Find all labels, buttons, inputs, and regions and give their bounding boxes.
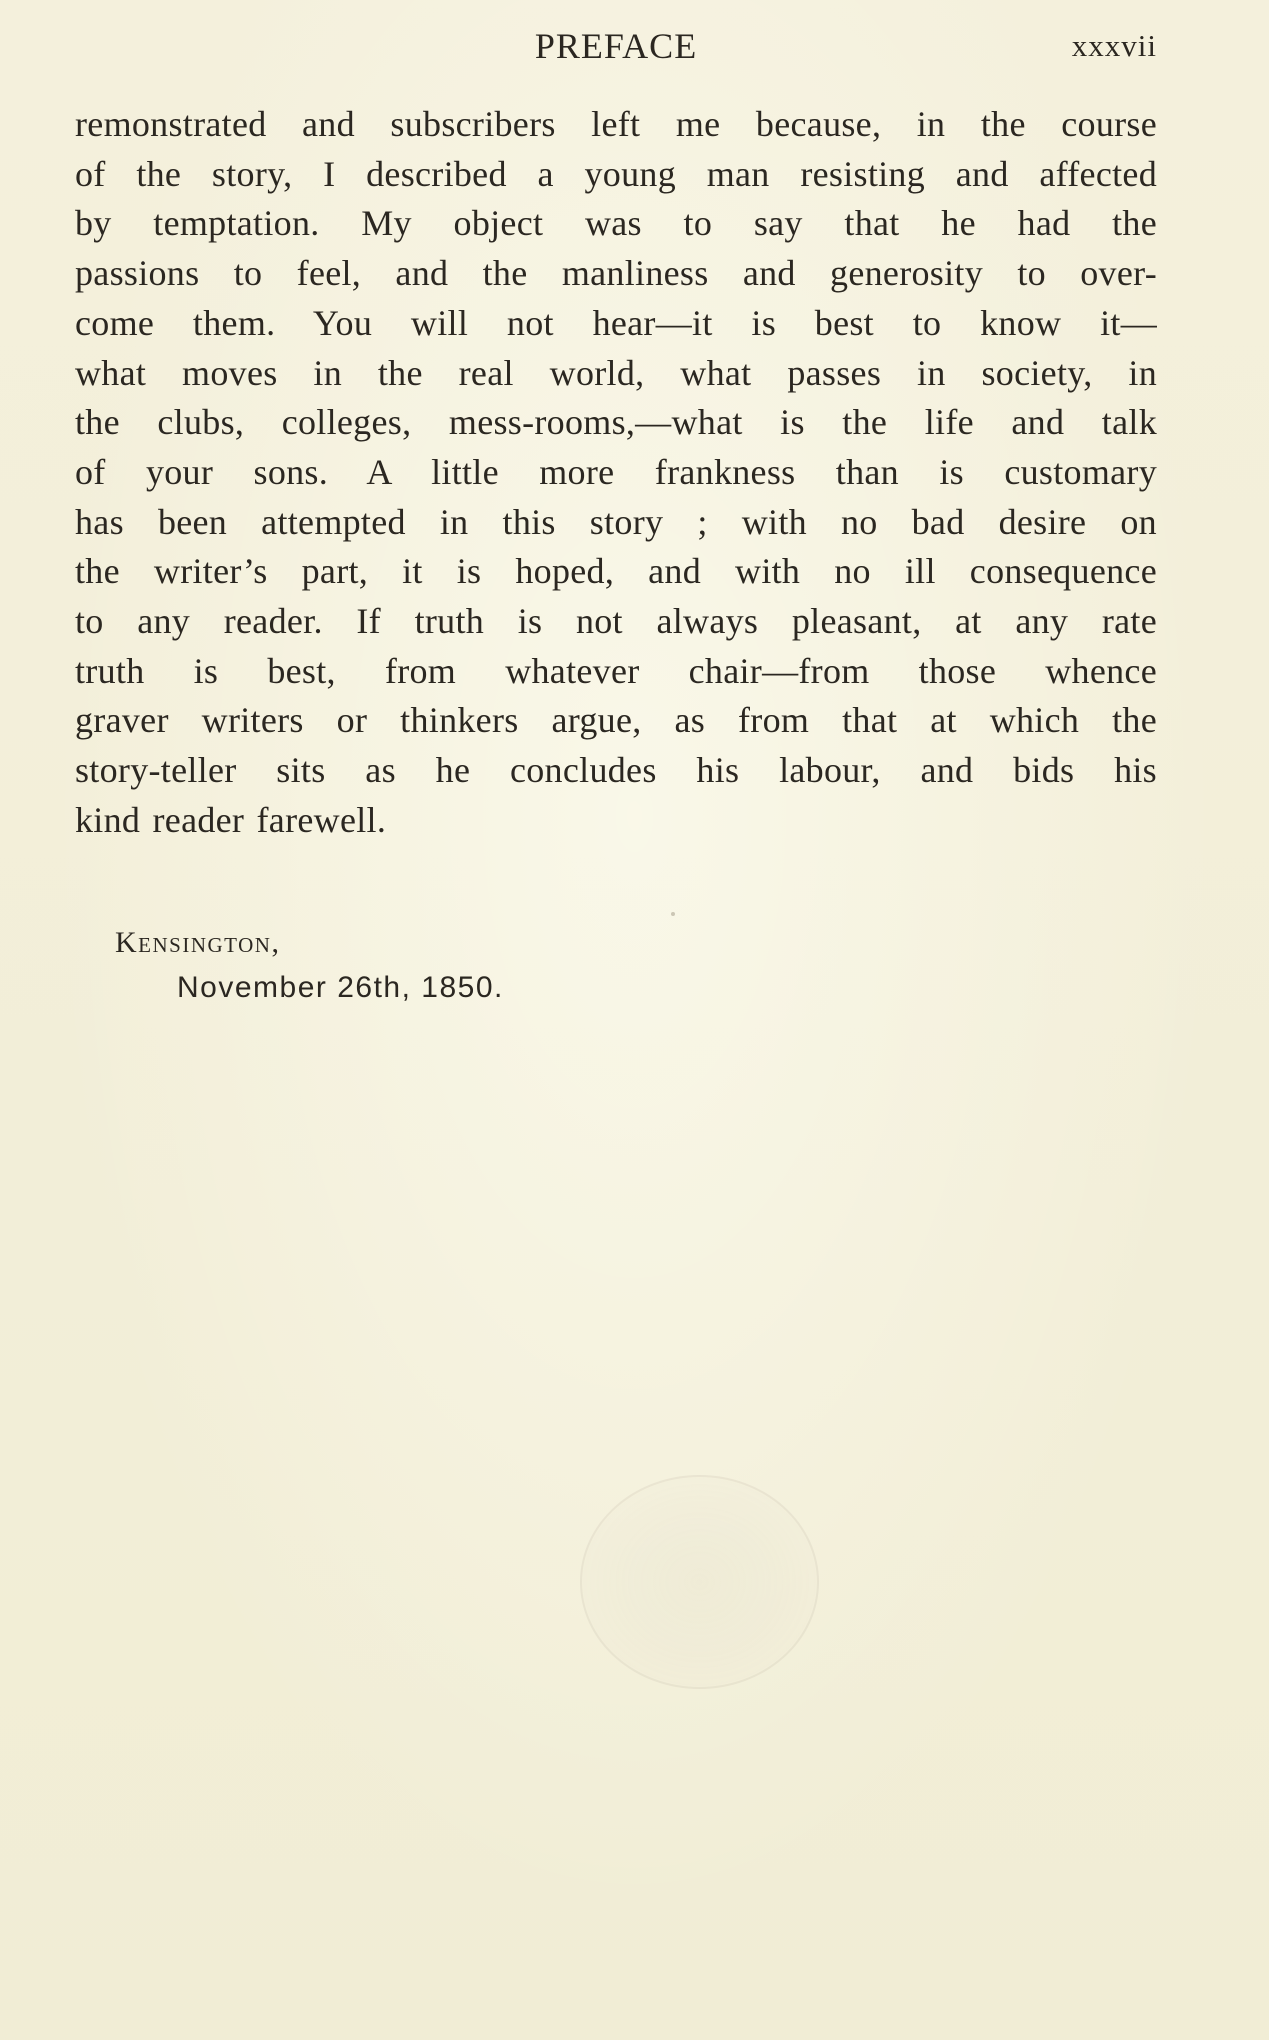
signature-place: Kensington,: [115, 926, 281, 959]
text-line: passions to feel, and the manliness and generosity to over-: [75, 253, 1157, 294]
text-line: has been attempted in this story ; with no bad desire on: [75, 501, 1157, 542]
signature-block: [115, 920, 504, 1010]
text-line: to any reader. If truth is not always pleasant, at any rate: [75, 601, 1157, 642]
text-line: of the story, I described a young man resisting and affected: [75, 153, 1157, 194]
text-line: truth is best, from whatever chair—from those whence: [75, 650, 1157, 691]
page-header: [75, 22, 1157, 70]
page-number: xxxvii: [1071, 28, 1157, 63]
signature-date: November 26th, 1850.: [177, 971, 504, 1004]
text-line: by temptation. My object was to say that he had the: [75, 203, 1157, 244]
text-line: the writer’s part, it is hoped, and with no ill consequence: [75, 551, 1157, 592]
paper-speck: [671, 912, 675, 916]
running-title: PREFACE: [534, 26, 698, 66]
text-line: remonstrated and subscribers left me because, in the course: [75, 104, 1157, 144]
text-line: the clubs, colleges, mess-rooms,—what is the life and talk: [75, 402, 1157, 443]
text-line: story-teller sits as he concludes his labour, and bids his: [75, 750, 1157, 791]
text-line: of your sons. A little more frankness than is customary: [75, 451, 1157, 492]
text-line: what moves in the real world, what passes in society, in: [75, 352, 1157, 393]
preface-body-text: [75, 100, 1157, 846]
text-line: kind reader farewell.: [75, 799, 387, 840]
text-line: come them. You will not hear—it is best to know it—: [75, 302, 1157, 343]
text-line: graver writers or thinkers argue, as from that at which the: [75, 700, 1157, 741]
library-stamp-faint: [580, 1475, 819, 1689]
